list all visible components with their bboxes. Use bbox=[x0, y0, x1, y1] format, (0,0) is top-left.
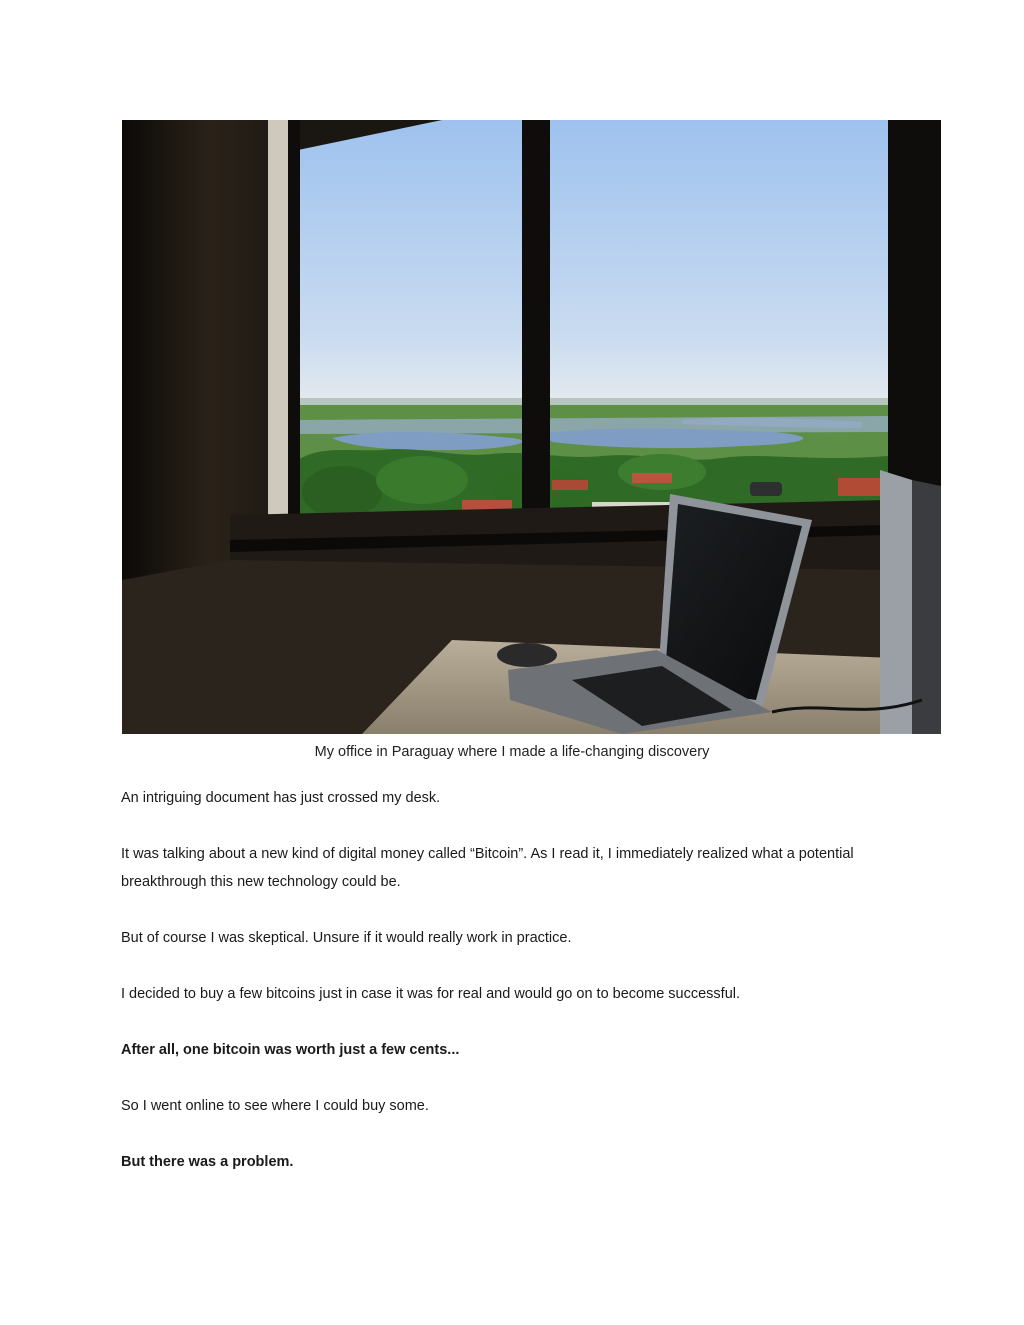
paragraph-worth-few-cents: After all, one bitcoin was worth just a few cents... bbox=[121, 1042, 460, 1058]
office-window-photo bbox=[122, 120, 941, 734]
paragraph-skeptical: But of course I was skeptical. Unsure if it would really work in practice. bbox=[121, 930, 572, 946]
paragraph-bitcoin-intro: It was talking about a new kind of digital money called “Bitcoin”. As I read it, I immediately realized what a potential breakthrough this new technology could be. bbox=[121, 846, 854, 890]
paragraph-decided-to-buy: I decided to buy a few bitcoins just in case it was for real and would go on to become successful. bbox=[121, 986, 741, 1002]
paragraph-intriguing-document: An intriguing document has just crossed my desk. bbox=[121, 790, 441, 806]
paragraph-problem: But there was a problem. bbox=[121, 1154, 294, 1170]
paragraph-went-online: So I went online to see where I could buy some. bbox=[121, 1098, 429, 1114]
photo-caption: My office in Paraguay where I made a life-changing discovery bbox=[314, 744, 710, 760]
